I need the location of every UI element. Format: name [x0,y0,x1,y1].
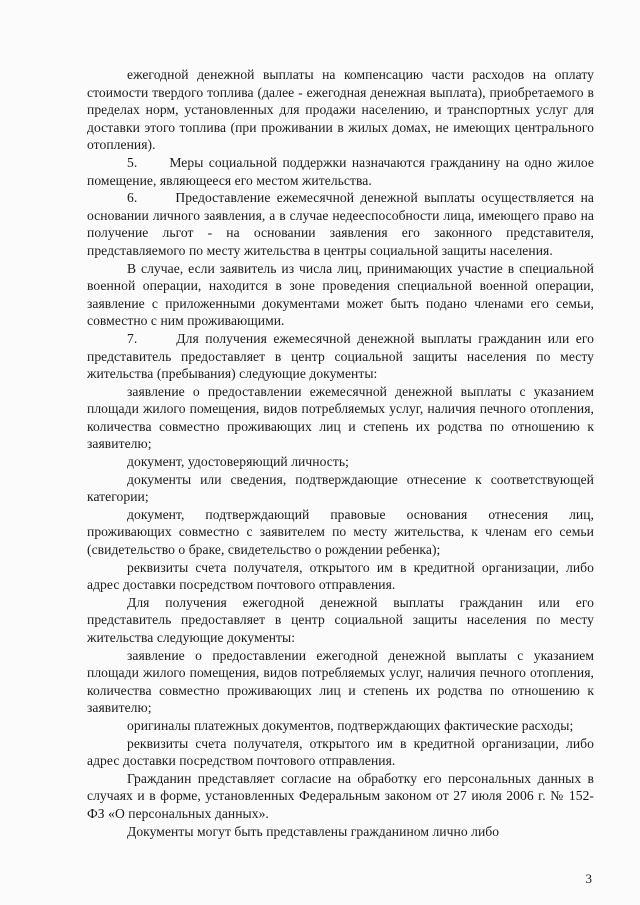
paragraph: Гражданин представляет согласие на обработку его персональных данных в случаях и в форме, установленных Федеральным законом от 27 июля 2006 г. № 152-ФЗ «О персональных данных». [87,770,594,821]
document-body [87,66,594,840]
paragraph: документ, подтверждающий правовые основания отнесения лиц, проживающих совместно с заявителем по месту жительства, к членам его семьи (свидетельство о браке, свидетельство о рождении ребенка); [87,506,594,558]
paragraph: ежегодной денежной выплаты на компенсацию части расходов на оплату стоимости твердого топлива (далее - ежегодная денежная выплата), приобретаемого в пределах норм, установленных для продажи населению, и транспортных услуг для доставки этого топлива (при проживании в жилых домах, не имеющих центрального отопления). [87,67,594,153]
paragraph: реквизиты счета получателя, открытого им в кредитной организации, либо адрес доставки посредством почтового отправления. [87,559,594,593]
paragraph: 7. Для получения ежемесячной денежной выплаты гражданин или его представитель предоставляет в центр социальной защиты населения по месту жительства (пребывания) следующие документы: [87,330,594,382]
page-number: 3 [585,871,592,886]
paragraph: Документы могут быть представлены гражданином лично либо [127,823,500,839]
paragraph: документы или сведения, подтверждающие отнесение к соответствующей категории; [87,471,594,505]
paragraph: оригиналы платежных документов, подтверждающих фактические расходы; [127,717,574,733]
paragraph: заявление о предоставлении ежемесячной денежной выплаты с указанием площади жилого помещения, видов потребляемых услуг, наличия печного отопления, количества совместно проживающих лиц и степень их родства по отношению к заявителю; [87,383,594,452]
paragraph: документ, удостоверяющий личность; [127,454,349,470]
paragraph: заявление о предоставлении ежегодной денежной выплаты с указанием площади жилого помещения, видов потребляемых услуг, наличия печного отопления, количества совместно проживающих лиц и степень их родства по отношению к заявителю; [87,647,594,716]
paragraph: Для получения ежегодной денежной выплаты гражданин или его представитель предоставляет в центр социальной защиты населения по месту жительства следующие документы: [87,594,594,645]
paragraph: 5. Меры социальной поддержки назначаются гражданину на одно жилое помещение, являющееся его местом жительства. [87,154,594,188]
paragraph: В случае, если заявитель из числа лиц, принимающих участие в специальной военной операции, находится в зоне проведения специальной военной операции, заявление с приложенными документами может быть подано членами его семьи, совместно с ним проживающими. [87,260,594,329]
paragraph: реквизиты счета получателя, открытого им в кредитной организации, либо адрес доставки посредством почтового отправления. [87,735,594,769]
paragraph: 6. Предоставление ежемесячной денежной выплаты осуществляется на основании личного заявления, а в случае недееспособности лица, имеющего право на получение льгот - на основании заявления его законного представителя, представляемого по месту жительства в центры социальной защиты населения. [87,190,594,258]
